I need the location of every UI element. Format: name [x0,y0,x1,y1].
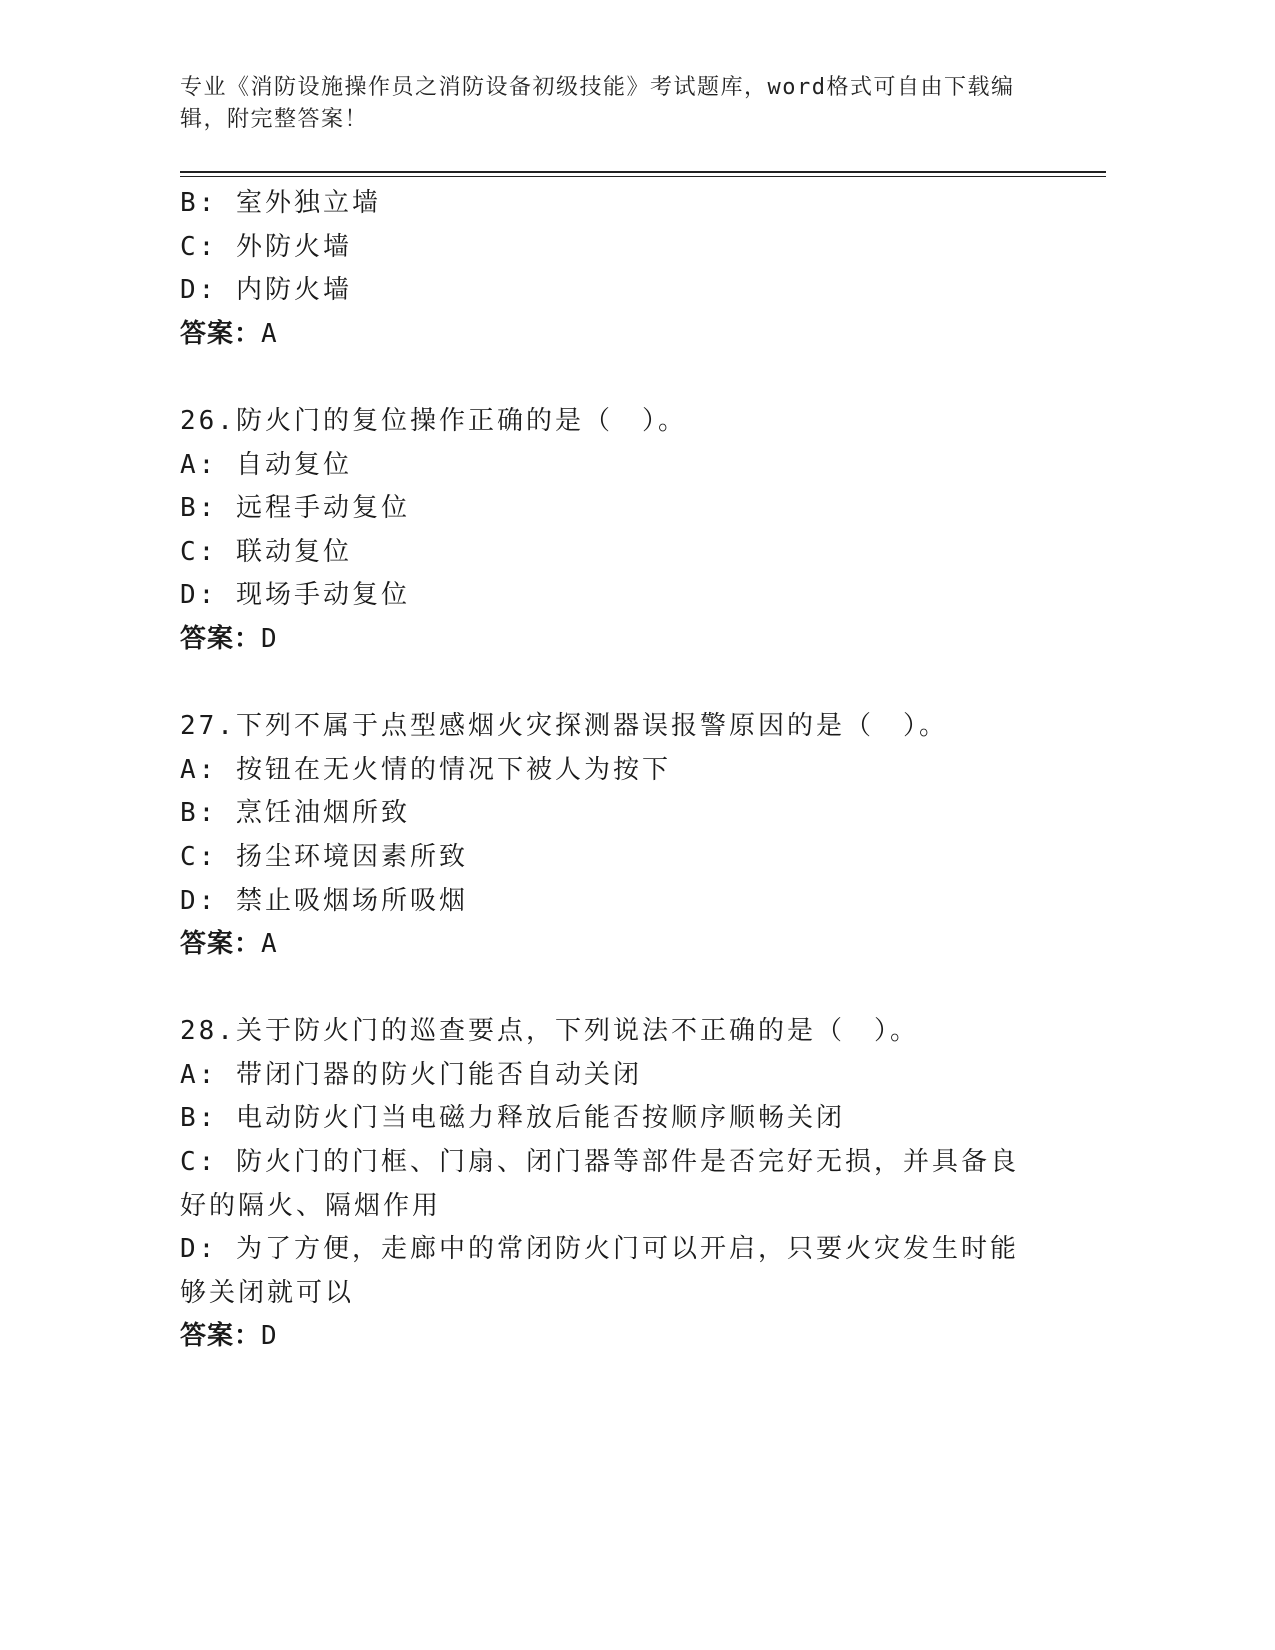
page-header: 专业《消防设施操作员之消防设备初级技能》考试题库，word格式可自由下载编辑，附完整答案！ [180,75,1015,132]
answer-line [180,1315,1040,1359]
option-a: A: 自动复位 [180,449,352,480]
question-27 [180,705,1040,967]
question-stem: 26.防火门的复位操作正确的是（ ）。 [180,405,687,436]
answer-line [180,923,1040,967]
option-b: B: 电动防火门当电磁力释放后能否按顺序顺畅关闭 [180,1103,845,1134]
option-d: D: 为了方便，走廊中的常闭防火门可以开启，只要火灾发生时能够关闭就可以 [180,1234,1019,1308]
header-rule-thick [180,171,1106,173]
spacer [180,967,1040,1011]
answer-label: 答案： [180,318,262,349]
question-26 [180,400,1040,662]
option-c: C: 外防火墙 [180,231,352,262]
answer-label: 答案： [180,1321,262,1352]
question-content [180,182,1040,1359]
header-rule-thin [180,176,1106,177]
answer-label: 答案： [180,623,262,654]
option-d: D: 现场手动复位 [180,580,410,611]
question-28 [180,1010,1040,1359]
option-b: B: 室外独立墙 [180,188,381,218]
option-d: D: 禁止吸烟场所吸烟 [180,885,468,916]
answer-value: D [261,623,278,654]
spacer [180,356,1040,400]
answer-value: A [261,929,278,960]
option-a: A: 带闭门器的防火门能否自动关闭 [180,1059,642,1090]
question-continued [180,182,1040,356]
spacer [180,662,1040,706]
option-c: C: 扬尘环境因素所致 [180,841,468,872]
question-stem: 27.下列不属于点型感烟火灾探测器误报警原因的是（ ）。 [180,711,948,742]
option-b: B: 远程手动复位 [180,493,410,524]
option-d: D: 内防火墙 [180,275,352,306]
answer-line [180,313,1040,357]
answer-value: D [261,1321,278,1352]
option-a: A: 按钮在无火情的情况下被人为按下 [180,754,671,785]
question-stem: 28.关于防火门的巡查要点，下列说法不正确的是（ ）。 [180,1016,919,1047]
answer-label: 答案： [180,929,262,960]
option-c: C: 防火门的门框、门扇、闭门器等部件是否完好无损，并具备良好的隔火、隔烟作用 [180,1147,1019,1221]
option-b: B: 烹饪油烟所致 [180,798,410,829]
answer-line [180,618,1040,662]
answer-value: A [261,318,278,349]
option-c: C: 联动复位 [180,536,352,567]
